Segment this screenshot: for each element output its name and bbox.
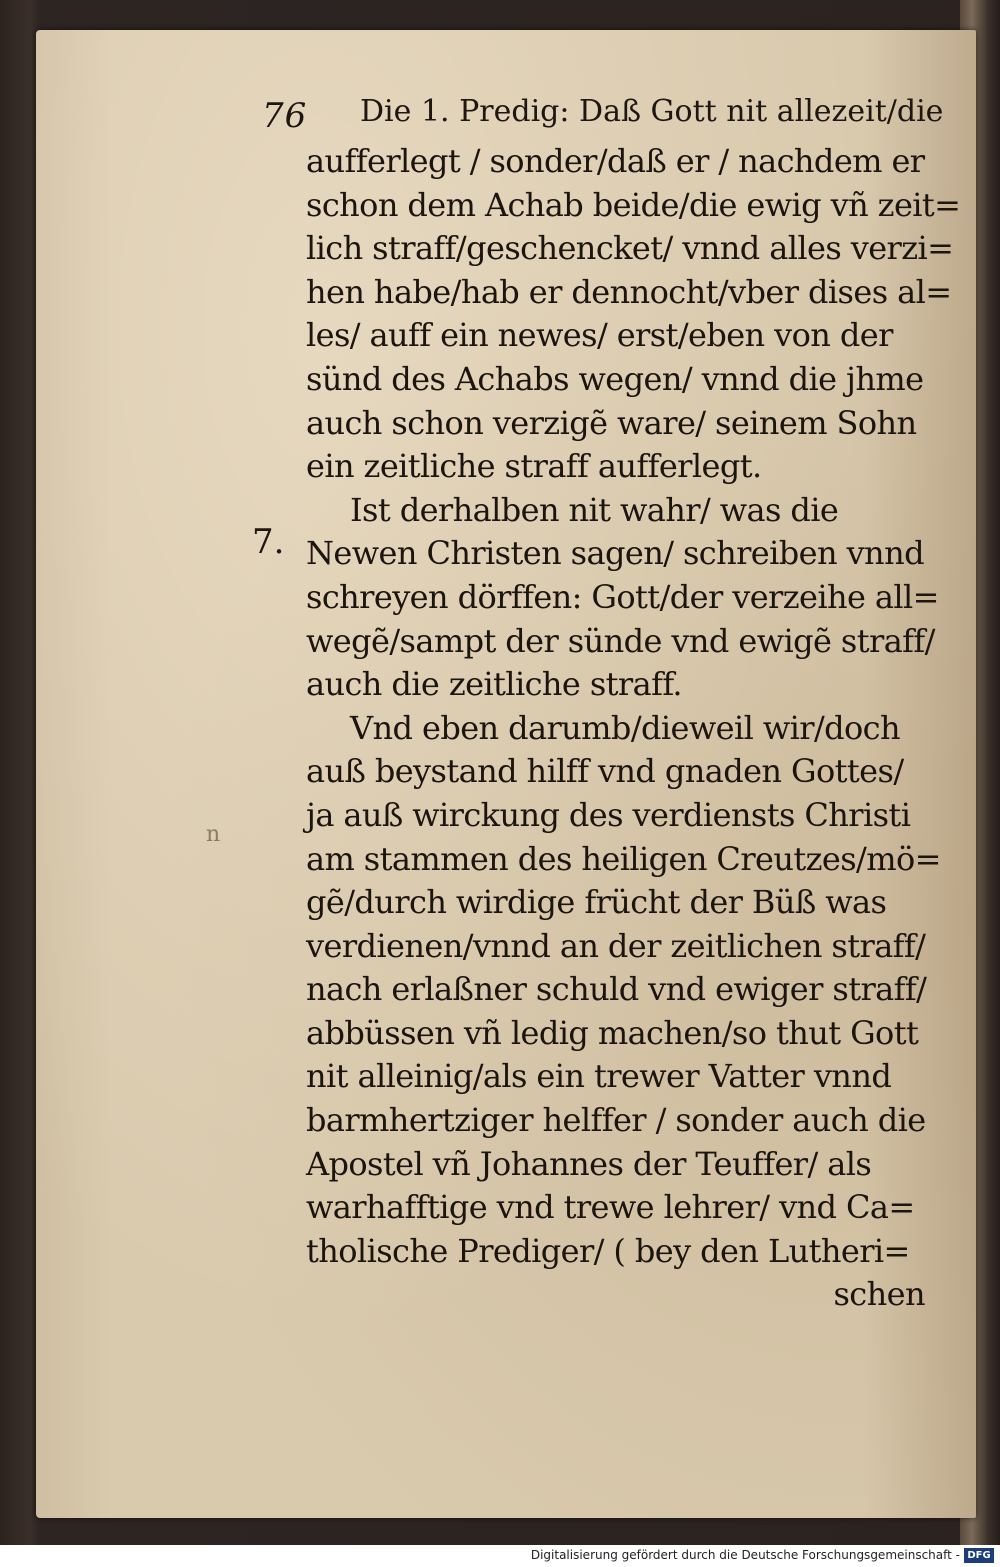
text-line: wegẽ/sampt der sünde vnd ewigẽ straff/ xyxy=(306,621,935,660)
margin-number: 7. xyxy=(252,522,285,562)
text-line: nit alleinig/als ein trewer Vatter vnnd xyxy=(306,1057,892,1096)
body-text xyxy=(306,140,961,1317)
catchword: schen xyxy=(833,1275,925,1314)
footer-bar xyxy=(0,1545,1000,1567)
running-head: Die 1. Predig: Daß Gott nit allezeit/die xyxy=(360,94,944,129)
text-line: ein zeitliche straff aufferlegt. xyxy=(306,447,762,486)
text-line: nach erlaßner schuld vnd ewiger straff/ xyxy=(306,970,927,1009)
text-line: aufferlegt / sonder/daß er / nachdem er xyxy=(306,142,925,180)
text-line: auch die zeitliche straff. xyxy=(306,665,682,704)
text-line: lich straff/geschencket/ vnnd alles verzi= xyxy=(306,229,954,268)
text-line: abbüssen vñ ledig machen/so thut Gott xyxy=(306,1013,919,1052)
funding-notice: Digitalisierung gefördert durch die Deutsche Forschungsgemeinschaft - xyxy=(530,1548,960,1562)
text-line: Ist derhalben nit wahr/ was die xyxy=(350,490,839,529)
text-line: hen habe/hab er dennocht/vber dises al= xyxy=(306,272,952,311)
margin-mark: n xyxy=(206,822,221,847)
text-line: tholische Prediger/ ( bey den Lutheri= xyxy=(306,1231,910,1270)
text-line: gẽ/durch wirdige frücht der Büß was xyxy=(306,883,887,922)
text-line: schreyen dörffen: Gott/der verzeihe all= xyxy=(306,577,939,616)
text-line: Newen Christen sagen/ schreiben vnnd xyxy=(306,534,924,573)
text-line: auß beystand hilff vnd gnaden Gottes/ xyxy=(306,752,904,791)
text-line: Apostel vñ Johannes der Teuffer/ als xyxy=(306,1144,872,1183)
text-line: am stammen des heiligen Creutzes/mö= xyxy=(306,839,941,878)
text-line: les/ auff ein newes/ erst/eben von der xyxy=(306,316,893,355)
text-line: auch schon verzigẽ ware/ seinem Sohn xyxy=(306,403,917,442)
page-number: 76 xyxy=(262,96,308,136)
text-line: verdienen/vnnd an der zeitlichen straff/ xyxy=(306,926,926,965)
text-line: warhafftige vnd trewe lehrer/ vnd Ca= xyxy=(306,1188,915,1227)
dfg-logo: DFG xyxy=(964,1548,994,1563)
text-line: barmhertziger helffer / sonder auch die xyxy=(306,1101,926,1140)
text-line: Vnd eben darumb/dieweil wir/doch xyxy=(350,708,901,747)
text-line: ja auß wirckung des verdiensts Christi xyxy=(306,795,911,834)
text-line: schon dem Achab beide/die ewig vñ zeit= xyxy=(306,185,961,224)
text-line: sünd des Achabs wegen/ vnnd die jhme xyxy=(306,359,924,398)
